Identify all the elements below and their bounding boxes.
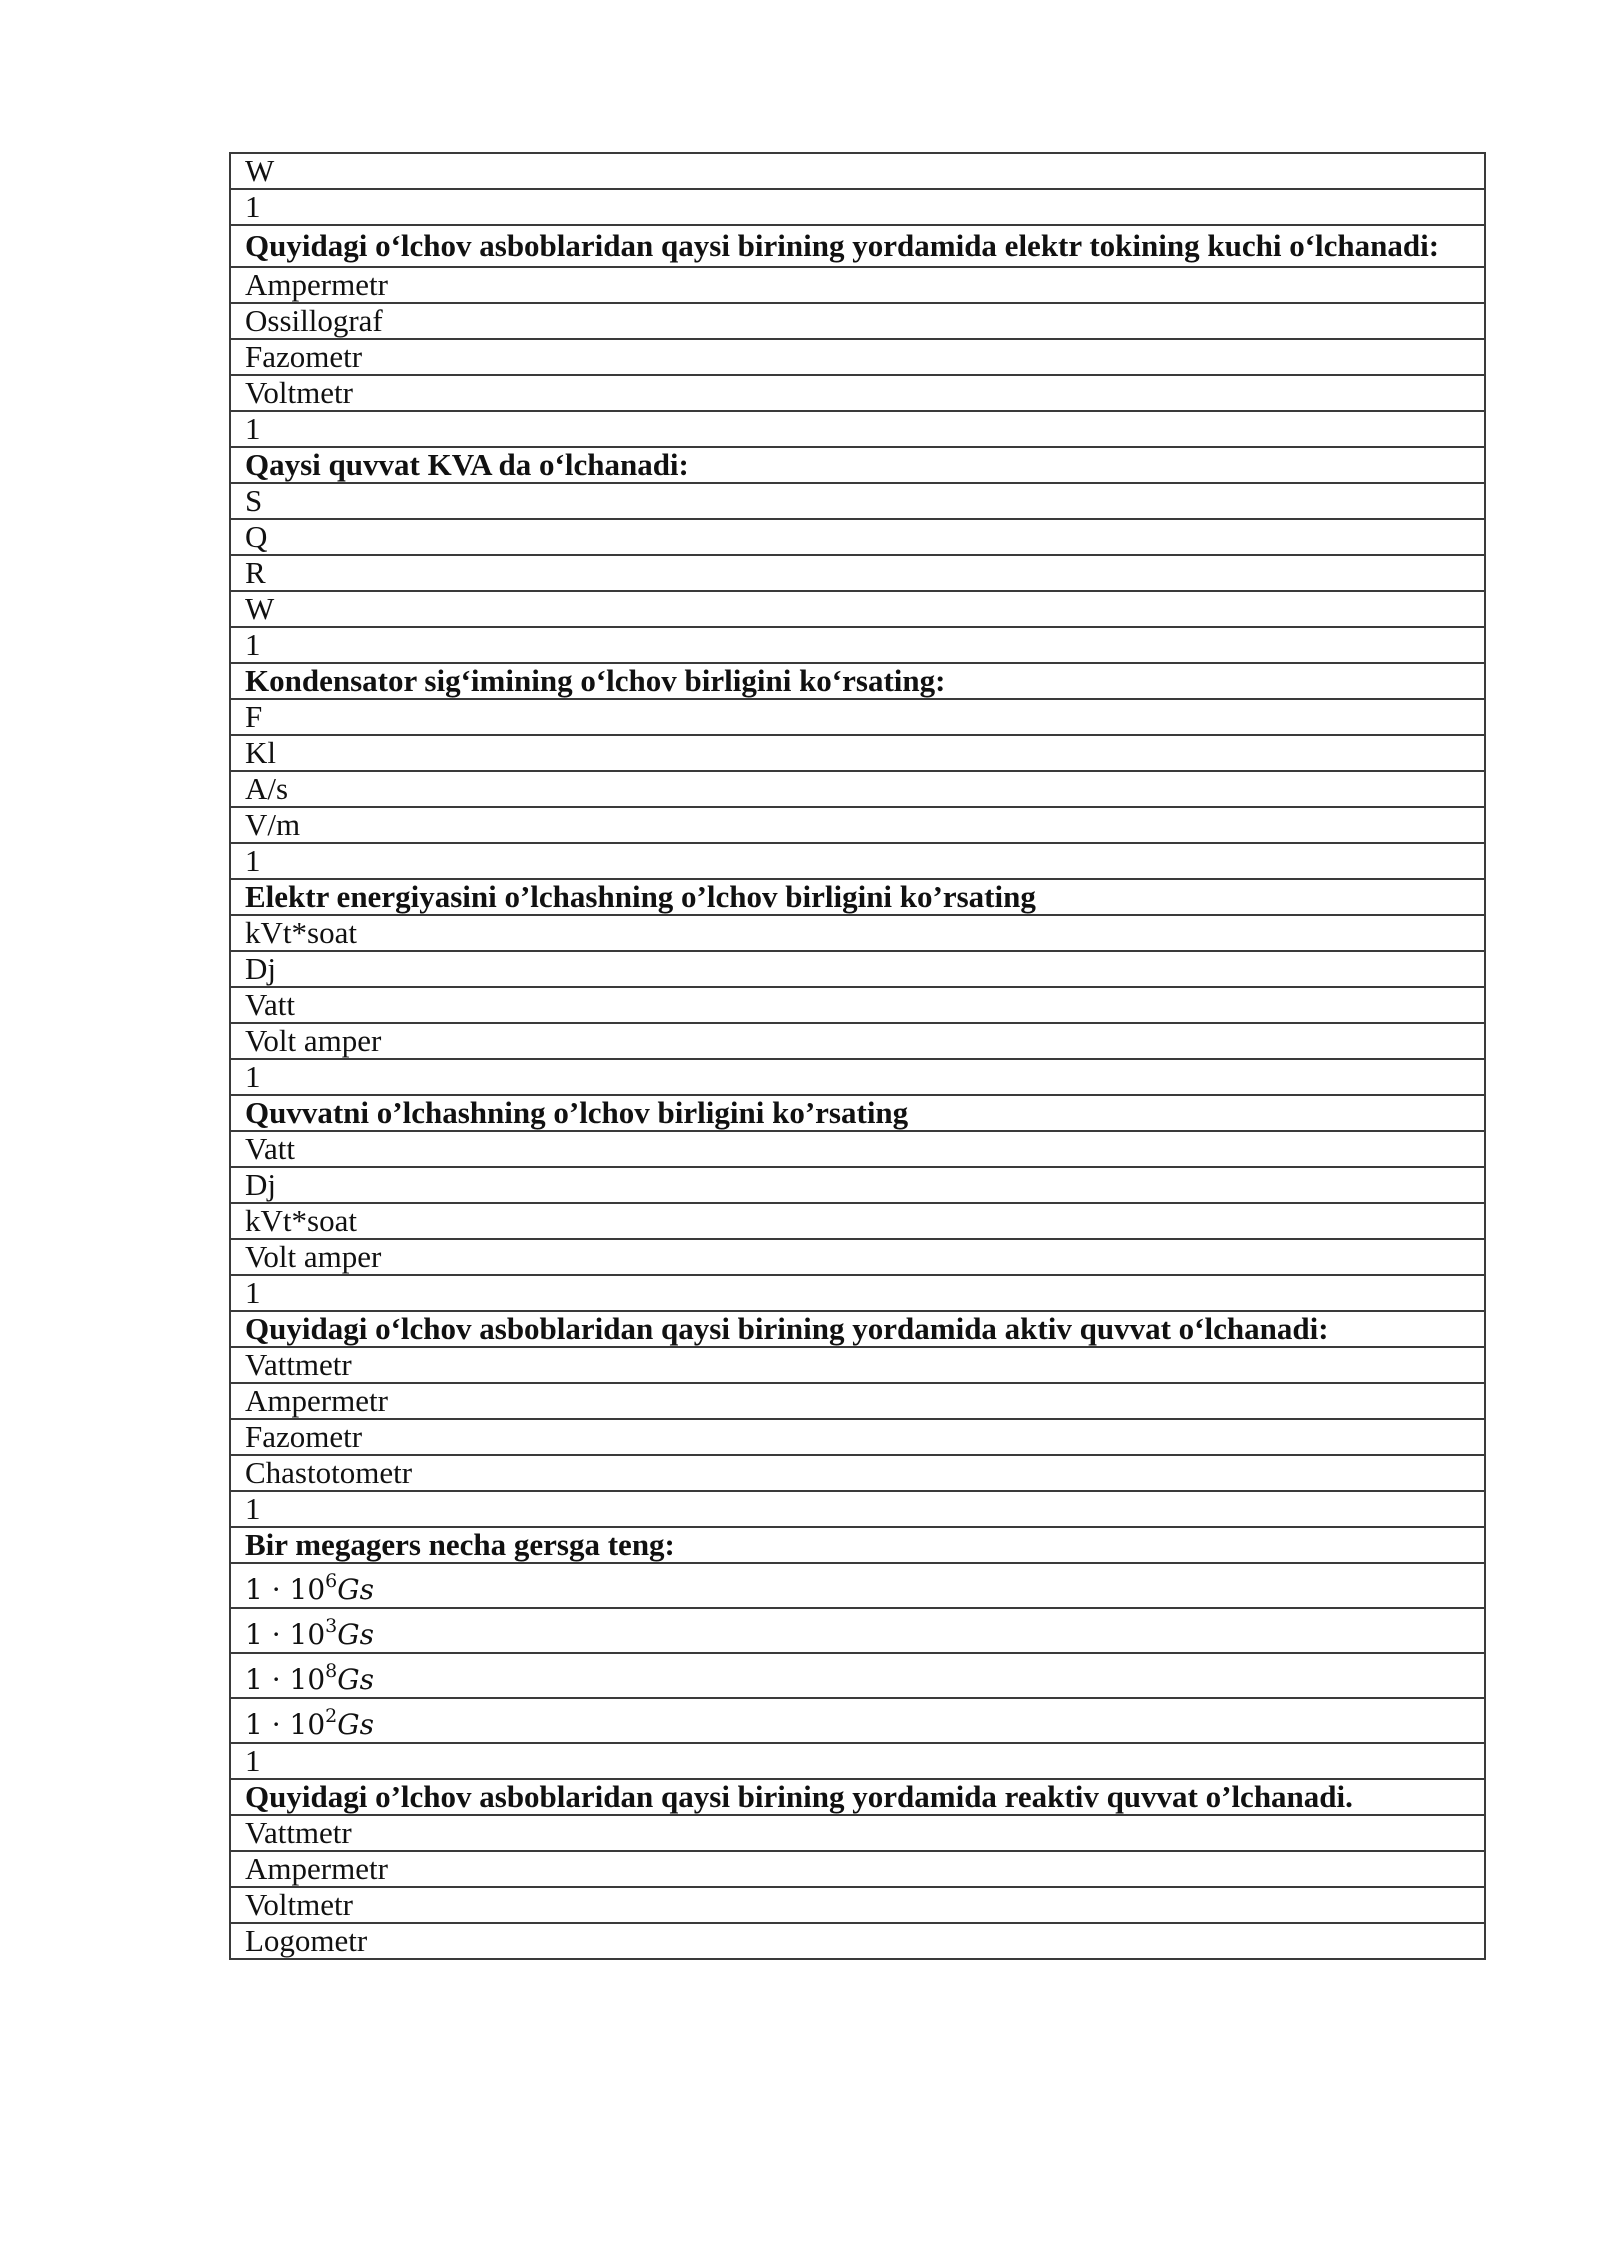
answer-option: Ampermetr (230, 1383, 1485, 1419)
answer-option: S (230, 483, 1485, 519)
questions-table-body (230, 153, 1485, 1959)
answer-option: A/s (230, 771, 1485, 807)
formula-unit: Gs (337, 1573, 374, 1606)
table-row (230, 915, 1485, 951)
score-value: 1 (230, 411, 1485, 447)
table-row (230, 1059, 1485, 1095)
table-row (230, 1347, 1485, 1383)
question-text: Bir megagers necha gersga teng: (230, 1527, 1485, 1563)
formula-exponent: 2 (325, 1705, 338, 1727)
table-row (230, 1095, 1485, 1131)
answer-option: Vatt (230, 987, 1485, 1023)
table-row (230, 951, 1485, 987)
table-row (230, 189, 1485, 225)
table-row (230, 375, 1485, 411)
answer-option: Dj (230, 951, 1485, 987)
answer-option-formula (230, 1653, 1485, 1698)
table-row (230, 1527, 1485, 1563)
table-row (230, 987, 1485, 1023)
formula-unit: Gs (337, 1663, 374, 1696)
answer-option: Ossillograf (230, 303, 1485, 339)
answer-option: kVt*soat (230, 1203, 1485, 1239)
answer-option: W (230, 591, 1485, 627)
table-row (230, 1419, 1485, 1455)
answer-option: V/m (230, 807, 1485, 843)
table-row (230, 843, 1485, 879)
answer-option: Vattmetr (230, 1347, 1485, 1383)
formula-base: 1 · 10 (245, 1708, 326, 1741)
table-row (230, 1851, 1485, 1887)
table-row (230, 447, 1485, 483)
answer-option: Fazometr (230, 339, 1485, 375)
score-value: 1 (230, 1275, 1485, 1311)
table-row (230, 267, 1485, 303)
answer-option: Vatt (230, 1131, 1485, 1167)
answer-option: Fazometr (230, 1419, 1485, 1455)
table-row (230, 1608, 1485, 1653)
table-row (230, 735, 1485, 771)
formula-unit: Gs (337, 1708, 374, 1741)
table-row (230, 339, 1485, 375)
table-row (230, 1815, 1485, 1851)
table-row (230, 153, 1485, 189)
table-row (230, 1491, 1485, 1527)
table-row (230, 591, 1485, 627)
table-row (230, 483, 1485, 519)
answer-option-formula (230, 1608, 1485, 1653)
answer-option-formula (230, 1563, 1485, 1608)
formula-base: 1 · 10 (245, 1573, 326, 1606)
formula-base: 1 · 10 (245, 1618, 326, 1651)
table-row (230, 1167, 1485, 1203)
answer-option: Voltmetr (230, 1887, 1485, 1923)
score-value: 1 (230, 1491, 1485, 1527)
formula-unit: Gs (337, 1618, 374, 1651)
formula-exponent: 8 (325, 1660, 338, 1682)
question-text: Quvvatni o’lchashning o’lchov birligini ko’rsating (230, 1095, 1485, 1131)
formula-base: 1 · 10 (245, 1663, 326, 1696)
table-row (230, 1698, 1485, 1743)
table-row (230, 807, 1485, 843)
answer-option: Chastotometr (230, 1455, 1485, 1491)
table-row (230, 1743, 1485, 1779)
table-row (230, 663, 1485, 699)
answer-option: Q (230, 519, 1485, 555)
table-row (230, 1887, 1485, 1923)
table-row (230, 1311, 1485, 1347)
table-row (230, 1779, 1485, 1815)
question-text: Qaysi quvvat KVA da o‘lchanadi: (230, 447, 1485, 483)
question-text: Quyidagi o‘lchov asboblaridan qaysi birining yordamida aktiv quvvat o‘lchanadi: (230, 1311, 1485, 1347)
answer-option: kVt*soat (230, 915, 1485, 951)
answer-option: Dj (230, 1167, 1485, 1203)
table-row (230, 627, 1485, 663)
question-text: Quyidagi o‘lchov asboblaridan qaysi birining yordamida elektr tokining kuchi o‘lchanadi: (230, 225, 1485, 267)
answer-option: Volt amper (230, 1023, 1485, 1059)
table-row (230, 555, 1485, 591)
question-text: Elektr energiyasini o’lchashning o’lchov birligini ko’rsating (230, 879, 1485, 915)
answer-option: Vattmetr (230, 1815, 1485, 1851)
answer-option: Volt amper (230, 1239, 1485, 1275)
table-row (230, 1239, 1485, 1275)
answer-option-formula (230, 1698, 1485, 1743)
table-row (230, 771, 1485, 807)
score-value: 1 (230, 843, 1485, 879)
table-row (230, 1923, 1485, 1959)
answer-option: Kl (230, 735, 1485, 771)
question-text: Quyidagi o’lchov asboblaridan qaysi birining yordamida reaktiv quvvat o’lchanadi. (230, 1779, 1485, 1815)
answer-option: Ampermetr (230, 267, 1485, 303)
table-row (230, 1203, 1485, 1239)
score-value: 1 (230, 189, 1485, 225)
table-row (230, 1653, 1485, 1698)
question-text: Kondensator sig‘imining o‘lchov birligini ko‘rsating: (230, 663, 1485, 699)
table-row (230, 1455, 1485, 1491)
table-row (230, 225, 1485, 267)
table-row (230, 1563, 1485, 1608)
table-row (230, 411, 1485, 447)
answer-option: F (230, 699, 1485, 735)
table-row (230, 1275, 1485, 1311)
table-row (230, 303, 1485, 339)
table-row (230, 1383, 1485, 1419)
answer-option: Voltmetr (230, 375, 1485, 411)
answer-option: Ampermetr (230, 1851, 1485, 1887)
answer-option: W (230, 153, 1485, 189)
score-value: 1 (230, 1743, 1485, 1779)
table-row (230, 1023, 1485, 1059)
score-value: 1 (230, 1059, 1485, 1095)
table-row (230, 1131, 1485, 1167)
table-row (230, 699, 1485, 735)
answer-option: Logometr (230, 1923, 1485, 1959)
formula-exponent: 3 (325, 1615, 338, 1637)
table-row (230, 879, 1485, 915)
answer-option: R (230, 555, 1485, 591)
questions-table (229, 152, 1486, 1960)
formula-exponent: 6 (325, 1570, 338, 1592)
table-row (230, 519, 1485, 555)
score-value: 1 (230, 627, 1485, 663)
